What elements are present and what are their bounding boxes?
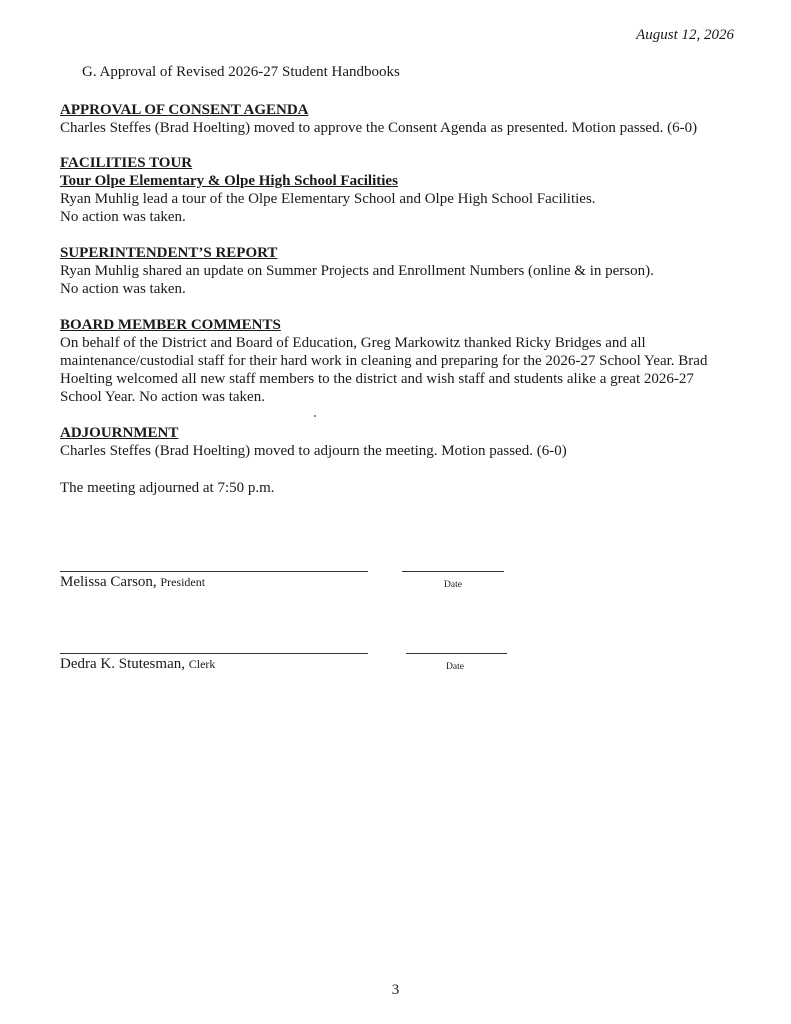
section-text: No action was taken. [60, 209, 186, 225]
date-label: Date [446, 662, 464, 672]
signer-name [60, 656, 215, 673]
section-text: No action was taken. [60, 281, 186, 297]
page-number: 3 [391, 982, 400, 998]
section-text: Ryan Muhlig shared an update on Summer Projects and Enrollment Numbers (online & in person). [60, 263, 654, 279]
agenda-item-g: G. Approval of Revised 2026-27 Student Handbooks [82, 64, 400, 80]
signature-line [60, 571, 368, 572]
date-line [402, 571, 504, 572]
section-heading: FACILITIES TOUR [60, 155, 193, 171]
signer-name-text: Melissa Carson, [60, 574, 157, 590]
signer-name [60, 574, 205, 591]
section-subheading: Tour Olpe Elementary & Olpe High School Facilities [60, 173, 398, 189]
meeting-date: August 12, 2026 [636, 27, 734, 43]
section-text: The meeting adjourned at 7:50 p.m. [60, 480, 275, 496]
section-text: Charles Steffes (Brad Hoelting) moved to adjourn the meeting. Motion passed. (6-0) [60, 443, 567, 459]
section-text: Ryan Muhlig lead a tour of the Olpe Elementary School and Olpe High School Facilities. [60, 191, 596, 207]
section-text: Hoelting welcomed all new staff members to the district and wish staff and students alike a great 2026-27 [60, 371, 694, 387]
section-heading: BOARD MEMBER COMMENTS [60, 317, 281, 333]
consent-agenda-section [60, 101, 750, 137]
facilities-tour-section [60, 154, 750, 226]
section-heading: SUPERINTENDENT’S REPORT [60, 245, 278, 261]
signer-role: Clerk [188, 657, 216, 671]
signer-role: President [160, 575, 206, 589]
section-text: School Year. No action was taken. [60, 389, 265, 405]
section-text: maintenance/custodial staff for their hard work in cleaning and preparing for the 2026-27 School Year. Brad [60, 353, 708, 369]
signature-president [60, 571, 520, 611]
scan-speck [314, 415, 316, 417]
section-text: On behalf of the District and Board of Education, Greg Markowitz thanked Ricky Bridges and all [60, 335, 646, 351]
adjourned-time-note [60, 479, 750, 497]
adjournment-section [60, 424, 750, 460]
section-heading: ADJOURNMENT [60, 425, 179, 441]
signature-clerk [60, 653, 520, 693]
section-text: Charles Steffes (Brad Hoelting) moved to approve the Consent Agenda as presented. Motion passed. (6-0) [60, 120, 698, 136]
signer-name-text: Dedra K. Stutesman, [60, 656, 185, 672]
section-heading: APPROVAL OF CONSENT AGENDA [60, 102, 309, 118]
date-line [406, 653, 507, 654]
date-label: Date [444, 580, 462, 590]
board-member-comments-section [60, 316, 750, 406]
superintendent-report-section [60, 244, 750, 298]
signature-line [60, 653, 368, 654]
